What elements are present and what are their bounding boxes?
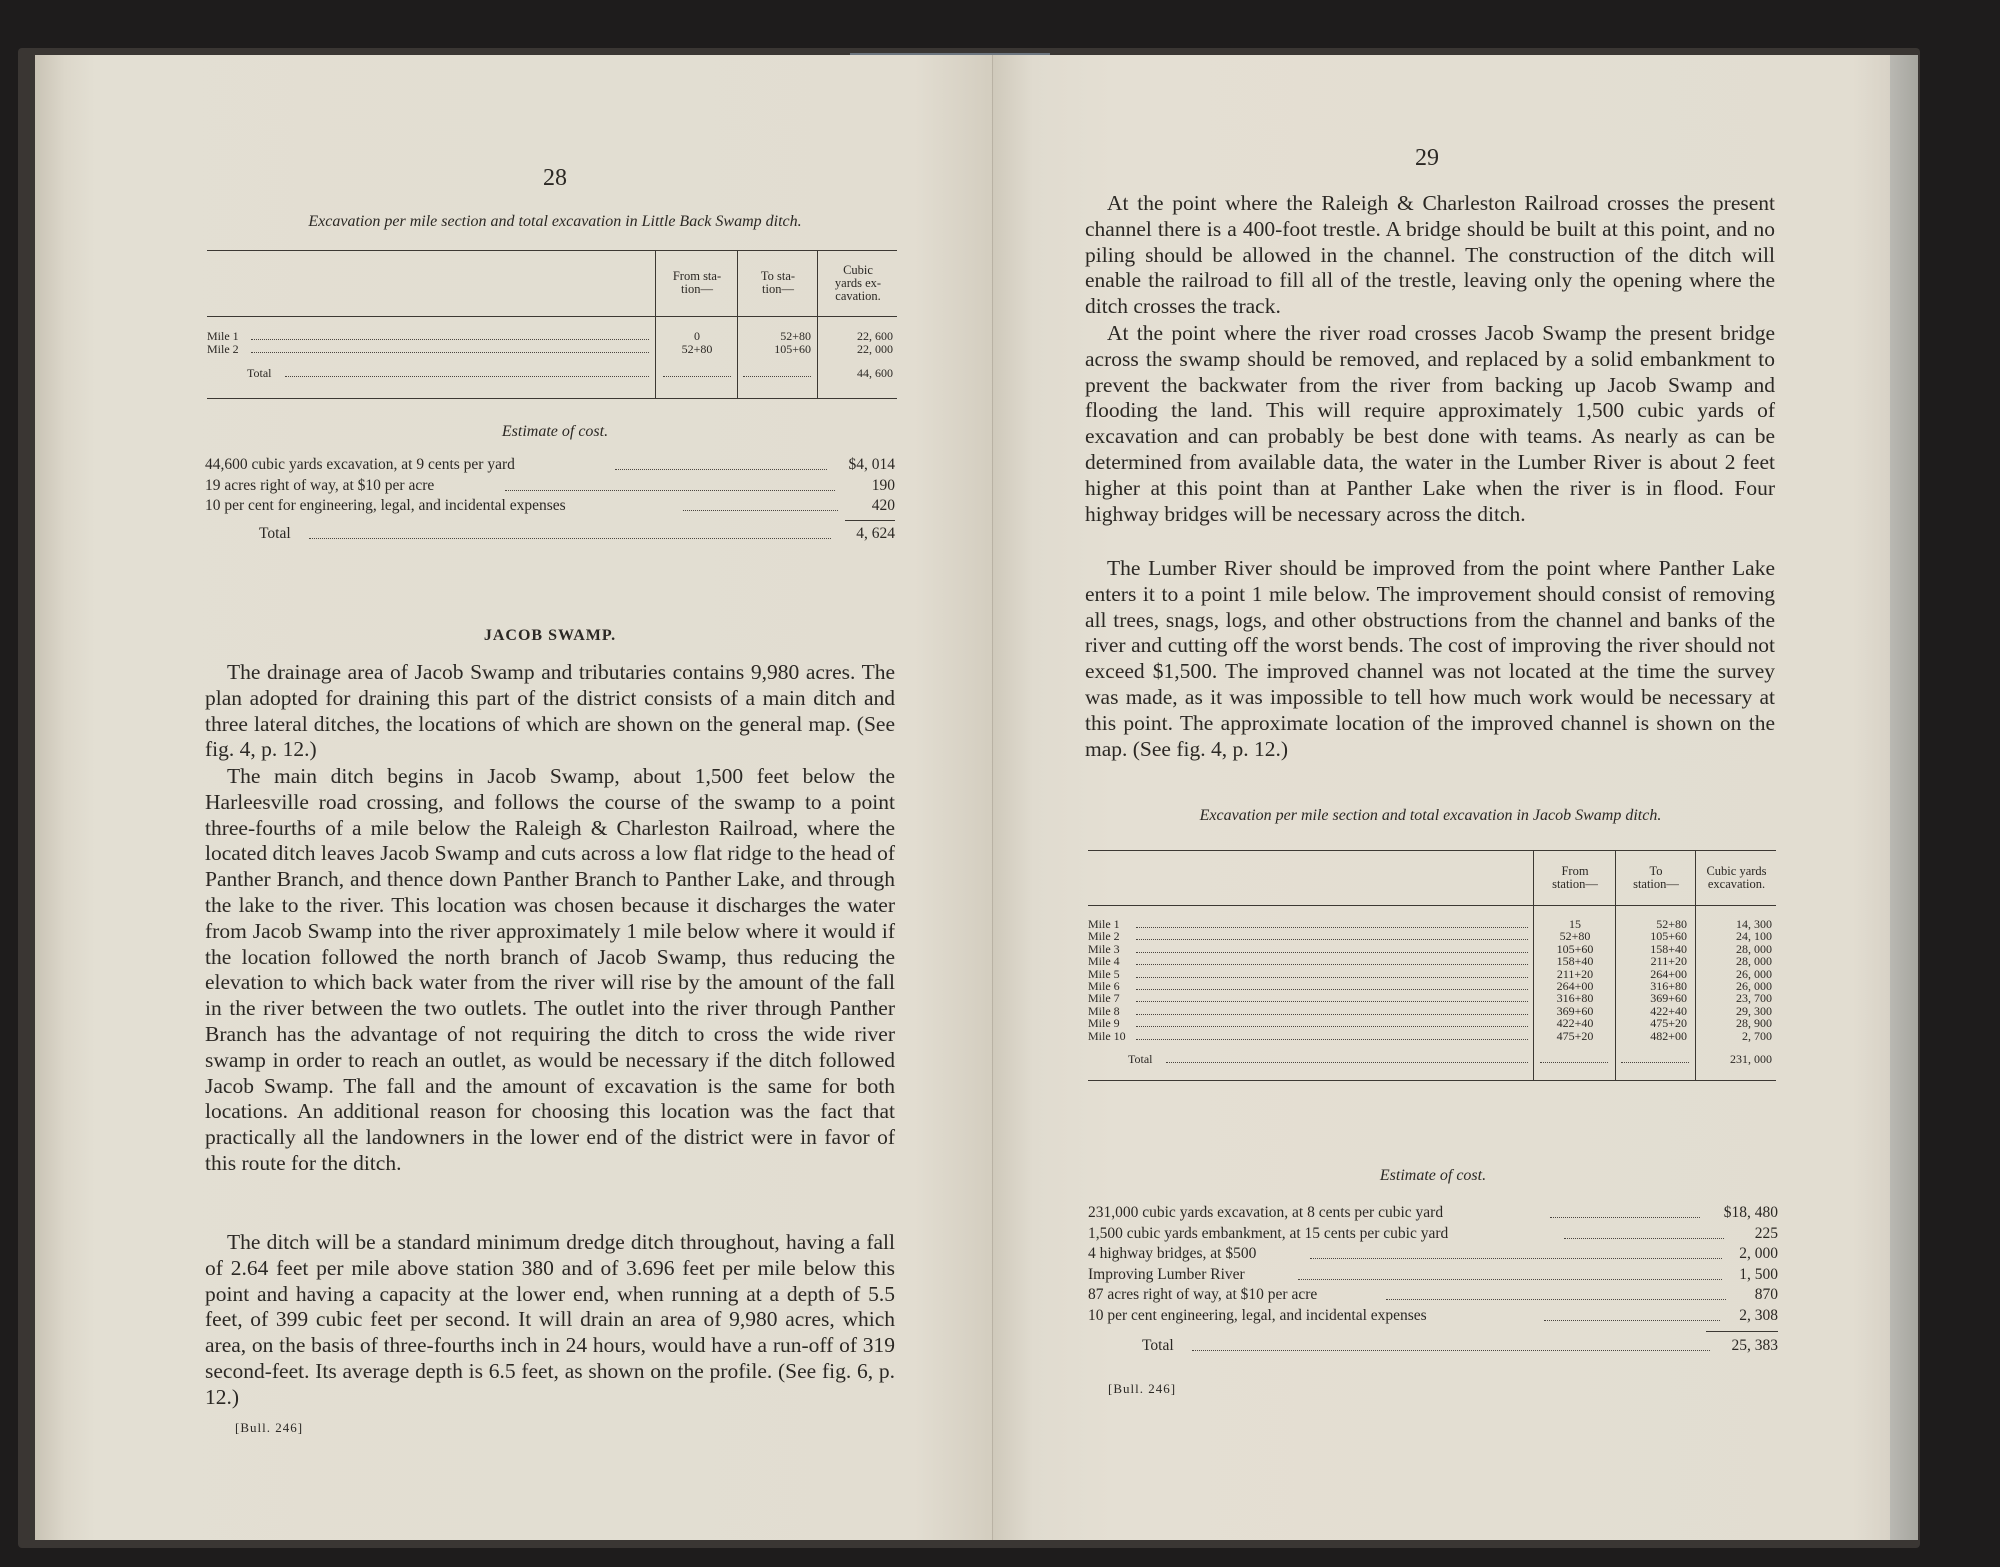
cubic-yards: 24, 100 — [1736, 929, 1772, 944]
estimate-value: 420 — [871, 497, 895, 514]
header-cubic: Cubic yards ex- cavation. — [834, 263, 882, 303]
left-page — [35, 55, 993, 1540]
row-label: Mile 1 — [207, 330, 239, 342]
table-row — [207, 343, 897, 355]
estimate-total-value: 4, 624 — [856, 524, 895, 542]
total-value: 231, 000 — [1730, 1052, 1772, 1066]
estimate-value: 225 — [1754, 1224, 1778, 1242]
row-label: Mile 2 — [1088, 930, 1120, 943]
estimate-of-cost — [205, 455, 895, 570]
total-label: Total — [1128, 1053, 1153, 1065]
paragraph: The drainage area of Jacob Swamp and tributaries contains 9,980 acres. The plan adopted for draining this part of the district consists of a main ditch and three lateral ditches, the locations of which are shown on the general map. (See fig. 4, p. 12.) — [205, 660, 895, 762]
row-label: Mile 8 — [1088, 1004, 1120, 1017]
header-to: To sta- tion— — [760, 269, 796, 296]
table-row — [1088, 918, 1776, 930]
bulletin-number: [Bull. 246] — [1108, 1381, 1177, 1396]
table-row — [1088, 980, 1776, 992]
estimate-value: 1, 500 — [1739, 1265, 1778, 1283]
from-station: 316+80 — [1556, 991, 1594, 1006]
estimate-text: 87 acres right of way, at $10 per acre — [1088, 1286, 1318, 1303]
table-row — [1088, 1017, 1776, 1029]
estimate-text: 44,600 cubic yards excavation, at 9 cents per yard — [205, 456, 515, 473]
estimate-total-label: Total — [259, 524, 291, 542]
estimate-item — [1088, 1224, 1778, 1245]
table-row — [1088, 955, 1776, 967]
table-caption: Excavation per mile section and total excavation in Jacob Swamp ditch. — [1199, 807, 1662, 824]
paragraph: The main ditch begins in Jacob Swamp, about 1,500 feet below the Harleesville road crossing, and follows the course of the swamp to a point three-fourths of a mile below the Raleigh & Charleston Railroad, where the located ditch leaves Jacob Swamp and cuts across a low flat ridge to the head of Panther Branch, and thence down Panther Branch to Panther Lake, and through the lake to the river. This location was chosen because it discharges the water from Jacob Swamp into the river approximately 1 mile below where it would if the location followed the north branch of Jacob Swamp, thus reducing the elevation to which back water from the river will rise by the amount of the fall in the river between the two outlets. The outlet into the river through Panther Branch has the advantage of not requiring the ditch to cross the wide river swamp in order to reach an outlet, as would be necessary if the ditch followed Jacob Swamp. The fall and the amount of excavation is the same for both locations. An additional reason for choosing this location was the fact that practically all the landowners in the lower end of the district were in favor of this route for the ditch. — [205, 764, 895, 1175]
cubic-yards: 28, 000 — [1736, 941, 1772, 956]
estimate-value: $18, 480 — [1723, 1204, 1778, 1221]
from-station: 52+80 — [681, 342, 713, 356]
from-station: 264+00 — [1556, 979, 1594, 993]
table-row — [207, 330, 897, 342]
page-edges — [1890, 55, 1918, 1540]
total-label: Total — [247, 367, 272, 379]
estimate-text: 19 acres right of way, at $10 per acre — [205, 476, 435, 494]
to-station: 105+60 — [1650, 929, 1687, 944]
estimate-text: 10 per cent engineering, legal, and incidental expenses — [1088, 1306, 1427, 1324]
header-from: From station— — [1552, 864, 1598, 891]
estimate-text: 1,500 cubic yards embankment, at 15 cents per cubic yard — [1088, 1224, 1449, 1242]
estimate-title: Estimate of cost. — [1379, 1167, 1487, 1184]
to-station: 482+00 — [1650, 1028, 1687, 1043]
estimate-item — [205, 496, 895, 517]
total-value: 44, 600 — [857, 366, 893, 380]
from-station: 0 — [694, 329, 700, 343]
estimate-text: Improving Lumber River — [1088, 1265, 1245, 1283]
estimate-value: 190 — [871, 476, 895, 494]
row-label: Mile 7 — [1088, 992, 1120, 1005]
estimate-total-value: 25, 383 — [1731, 1337, 1778, 1354]
table-row — [1088, 968, 1776, 980]
paragraph: At the point where the Raleigh & Charleston Railroad crosses the present channel there is a 400-foot trestle. A bridge should be built at this point, and no piling should be allowed in the channel. The construction of the ditch will enable the railroad to fill all of the trestle, leaving only the opening where the ditch crosses the track. — [1085, 191, 1775, 319]
row-label: Mile 3 — [1088, 942, 1120, 955]
cubic-yards: 22, 600 — [857, 329, 893, 343]
header-from: From sta- tion— — [672, 269, 722, 296]
from-station: 422+40 — [1556, 1016, 1594, 1031]
paragraph: The Lumber River should be improved from the point where Panther Lake enters it to a point 1 mile below. The improvement should consist of removing all trees, snags, logs, and other obstructions from the channel and banks of the river and cutting off the worst bends. The cost of improving the river should not exceed $1,500. The improved channel was not located at the time the survey was made, as it was impossible to tell how much work would be necessary at this point. The approximate location of the improved channel is shown on the map. (See fig. 4, p. 12.) — [1085, 556, 1775, 761]
estimate-text: 4 highway bridges, at $500 — [1088, 1245, 1257, 1262]
estimate-item — [1088, 1265, 1778, 1286]
cubic-yards: 26, 000 — [1736, 966, 1772, 981]
estimate-item — [1088, 1285, 1778, 1306]
to-station: 52+80 — [1656, 917, 1687, 931]
from-station: 15 — [1569, 917, 1581, 931]
estimate-total — [205, 524, 895, 545]
row-label: Mile 9 — [1088, 1017, 1120, 1030]
from-station: 52+80 — [1559, 929, 1591, 944]
to-station: 422+40 — [1650, 1003, 1687, 1018]
cubic-yards: 26, 000 — [1736, 979, 1772, 993]
row-label: Mile 1 — [1088, 918, 1120, 930]
table-row — [1088, 943, 1776, 955]
header-cubic: Cubic yards excavation. — [1706, 864, 1767, 891]
to-station: 211+20 — [1650, 954, 1687, 969]
table-row — [1088, 992, 1776, 1004]
table-row — [1088, 1005, 1776, 1017]
right-page — [993, 55, 1890, 1540]
estimate-value: 2, 308 — [1739, 1306, 1778, 1324]
estimate-text: 231,000 cubic yards excavation, at 8 cents per cubic yard — [1088, 1204, 1444, 1221]
cubic-yards: 2, 700 — [1742, 1028, 1772, 1043]
estimate-item — [1088, 1306, 1778, 1327]
cubic-yards: 23, 700 — [1736, 991, 1772, 1006]
to-station: 105+60 — [774, 342, 811, 356]
to-station: 52+80 — [780, 329, 811, 343]
excavation-table — [1088, 850, 1776, 1110]
estimate-item — [1088, 1203, 1778, 1224]
row-label: Mile 10 — [1088, 1029, 1126, 1042]
to-station: 158+40 — [1650, 941, 1687, 956]
from-station: 211+20 — [1556, 966, 1594, 981]
cubic-yards: 28, 000 — [1736, 954, 1772, 969]
cubic-yards: 29, 300 — [1736, 1003, 1772, 1018]
to-station: 475+20 — [1650, 1016, 1687, 1031]
from-station: 475+20 — [1556, 1028, 1594, 1043]
estimate-of-cost — [1088, 1203, 1778, 1373]
estimate-total-label: Total — [1142, 1337, 1174, 1354]
estimate-value: 2, 000 — [1739, 1245, 1778, 1262]
to-station: 264+00 — [1650, 966, 1687, 981]
estimate-value: $4, 014 — [848, 456, 895, 473]
to-station: 316+80 — [1650, 979, 1687, 993]
bulletin-number: [Bull. 246] — [235, 1420, 304, 1435]
cubic-yards: 28, 900 — [1736, 1016, 1772, 1031]
header-to: To station— — [1633, 864, 1679, 891]
row-label: Mile 2 — [207, 343, 239, 355]
row-label: Mile 5 — [1088, 967, 1120, 980]
section-heading: JACOB SWAMP. — [483, 627, 617, 644]
table-row — [1088, 1030, 1776, 1042]
from-station: 105+60 — [1556, 941, 1594, 956]
cubic-yards: 22, 000 — [857, 342, 893, 356]
table-total-row — [207, 367, 897, 379]
from-station: 158+40 — [1556, 954, 1594, 969]
estimate-value: 870 — [1754, 1286, 1778, 1303]
estimate-title: Estimate of cost. — [501, 423, 609, 440]
row-label: Mile 6 — [1088, 980, 1120, 992]
estimate-item — [205, 476, 895, 497]
to-station: 369+60 — [1650, 991, 1687, 1006]
table-row — [1088, 930, 1776, 942]
from-station: 369+60 — [1556, 1003, 1594, 1018]
cubic-yards: 14, 300 — [1736, 917, 1772, 931]
table-caption: Excavation per mile section and total excavation in Little Back Swamp ditch. — [308, 213, 802, 230]
page-number: 28 — [543, 165, 567, 191]
paragraph: The ditch will be a standard minimum dredge ditch throughout, having a fall of 2.64 feet per mile above station 380 and of 3.696 feet per mile below this point and having a capacity at the lower end, when running at a depth of 5.5 feet, of 399 cubic feet per second. It will drain an area of 9,980 acres, which area, on the basis of three-fourths inch in 24 hours, would have a run-off of 319 second-feet. Its average depth is 6.5 feet, as shown on the profile. (See fig. 6, p. 12.) — [205, 1230, 895, 1409]
estimate-item — [205, 455, 895, 476]
paragraph: At the point where the river road crosses Jacob Swamp the present bridge across the swamp should be removed, and replaced by a solid embankment to prevent the backwater from the river from backing up Jacob Swamp and flooding the land. This will require approximately 1,500 cubic yards of excavation and can probably be best done with teams. As nearly as can be determined from available data, the water in the Lumber River is about 2 feet higher at this point than at Panther Lake when the river is in flood. Four highway bridges will be necessary across the ditch. — [1085, 321, 1775, 526]
estimate-item — [1088, 1244, 1778, 1265]
row-label: Mile 4 — [1088, 955, 1120, 968]
table-total-row — [1088, 1053, 1776, 1065]
page-number: 29 — [1415, 145, 1439, 171]
estimate-text: 10 per cent for engineering, legal, and incidental expenses — [205, 497, 566, 514]
estimate-total — [1088, 1336, 1778, 1357]
